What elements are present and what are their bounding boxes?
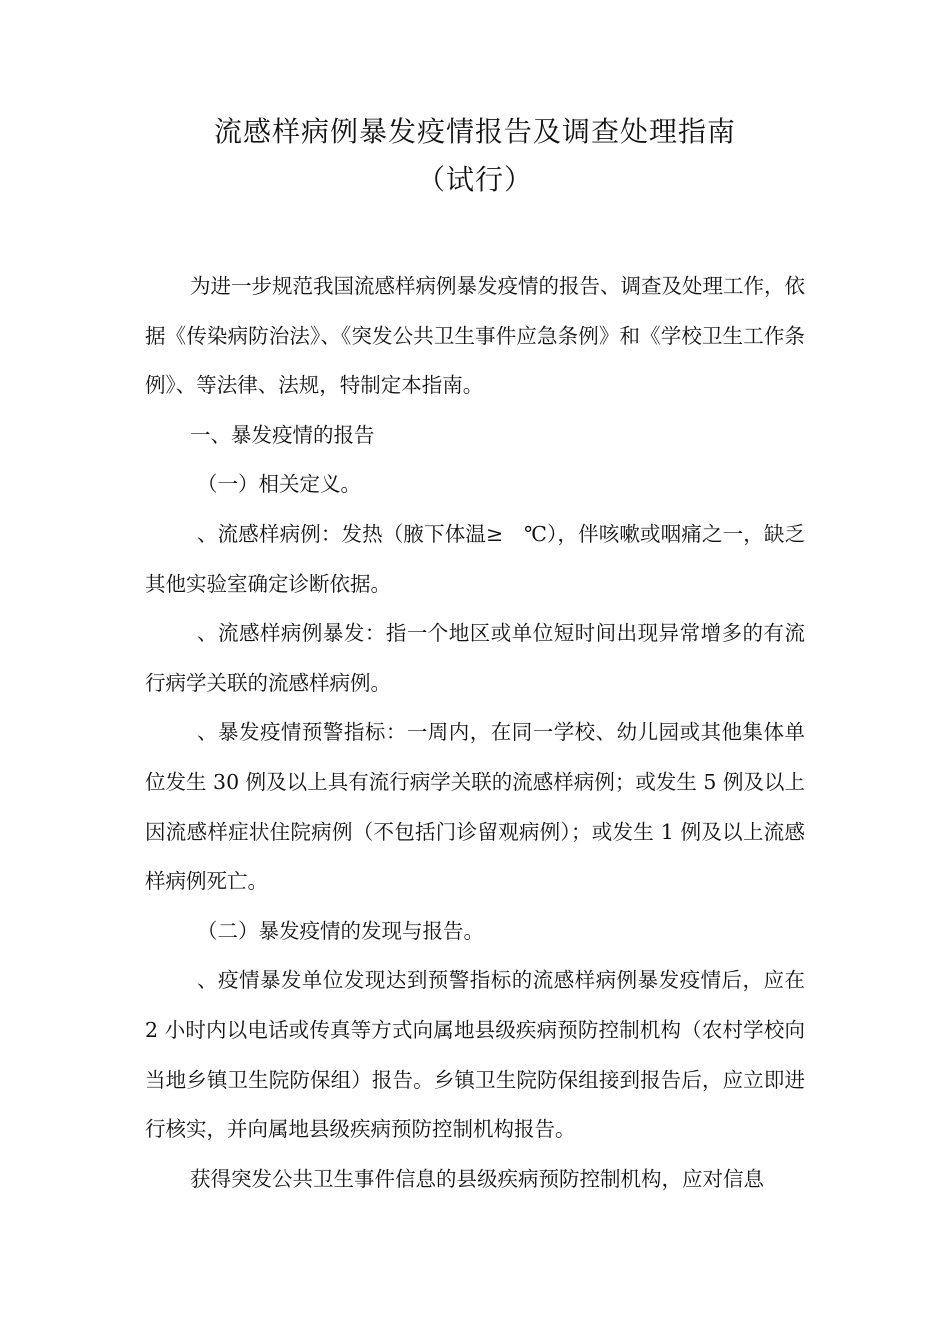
definition-paragraph-3: 、暴发疫情预警指标：一周内，在同一学校、幼儿园或其他集体单位发生 30 例及以上具有流行病学关联的流感样病例；或发生 5 例及以上因流感样症状住院病例（不包括门诊留观病例）；或发生 1 例及以上流感样病例死亡。	[145, 720, 805, 894]
subsection-heading-2: （二）暴发疫情的发现与报告。	[197, 918, 484, 943]
document-subtitle: （试行）	[416, 163, 533, 196]
report-paragraph-2: 获得突发公共卫生事件信息的县级疾病预防控制机构，应对信息	[190, 1166, 764, 1191]
subsection-heading-1: （一）相关定义。	[197, 472, 361, 497]
section-heading-1: 一、暴发疫情的报告	[190, 422, 375, 447]
report-paragraph-1: 、疫情暴发单位发现达到预警指标的流感样病例暴发疫情后，应在 2 小时内以电话或传真等方式向属地县级疾病预防控制机构（农村学校向当地乡镇卫生院防保组）报告。乡镇卫生院防保组接到报告后，应立即进行核实，并向属地县级疾病预防控制机构报告。	[145, 968, 805, 1142]
intro-paragraph: 为进一步规范我国流感样病例暴发疫情的报告、调查及处理工作，依据《传染病防治法》、《突发公共卫生事件应急条例》和《学校卫生工作条例》、等法律、法规，特制定本指南。	[145, 274, 805, 398]
definition-paragraph-2: 、流感样病例暴发：指一个地区或单位短时间出现异常增多的有流行病学关联的流感样病例。	[145, 621, 805, 695]
document-body	[145, 262, 805, 1204]
definition-paragraph-1: 、流感样病例：发热（腋下体温≥ ℃），伴咳嗽或咽痛之一，缺乏其他实验室确定诊断依据。	[145, 521, 805, 596]
document-title: 流感样病例暴发疫情报告及调查处理指南	[213, 115, 736, 148]
